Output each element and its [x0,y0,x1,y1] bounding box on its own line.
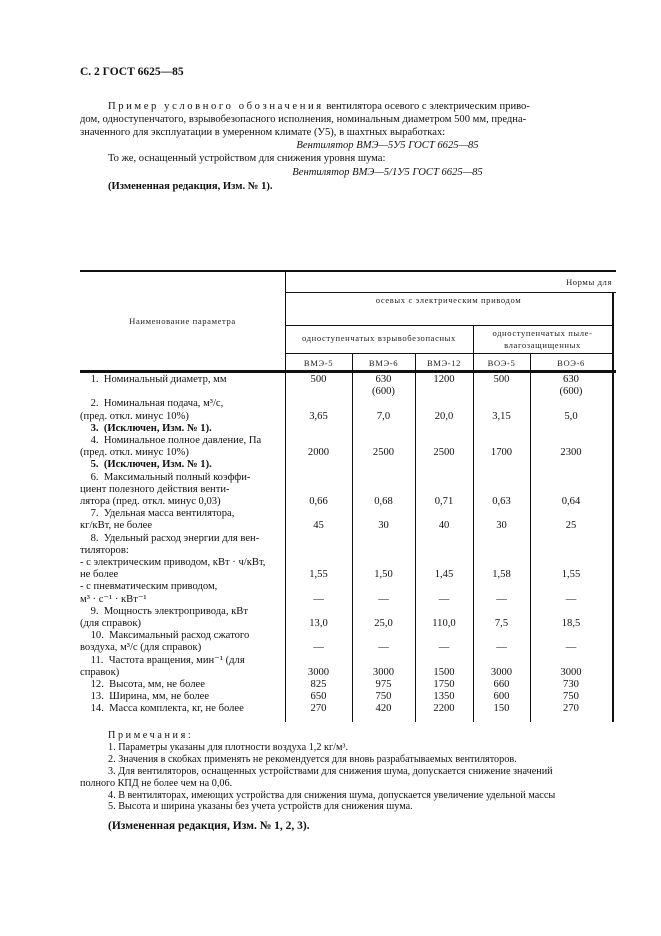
label-line: (пред. откл. минус 10%) [80,447,189,459]
model-header: ВМЭ-12 [426,358,462,368]
value-cell: 825 [310,679,327,690]
parameter-name [80,679,284,691]
value-cell: 1,58 [492,569,511,581]
param-header: Наименование параметра [129,316,236,326]
value-cell: 0,64 [561,495,581,507]
value-cell: — [565,593,577,605]
table-rule [285,292,616,293]
value-cell: 630 (600) [559,374,583,398]
example-paragraph [80,101,615,114]
value-cell: 500 [310,374,327,385]
parameter-name [80,581,284,605]
page-header: С. 2 ГОСТ 6625—85 [80,66,184,78]
value-cell: — [565,642,577,654]
value-cell: 1,50 [374,569,393,581]
value-cell: — [496,593,507,605]
value-cell: 420 [375,703,392,715]
example-text-3: значенного для эксплуатации в умеренном климате (У5), в шахтных выработках: [80,127,446,138]
value-cell: 1200 [433,374,455,385]
label-line: 1. Номинальный диаметр, мм [80,374,227,385]
subgroup-dust-moisture-proof [473,327,612,351]
value-cell: 20,0 [434,410,454,422]
parameter-name [80,398,284,422]
label-line: 7. Удельная масса вентилятора, [80,508,235,520]
value-cell: 30 [378,520,389,532]
designation-1: Вентилятор ВМЭ—5У5 ГОСТ 6625—85 [296,140,479,151]
value-cell: — [313,642,324,654]
same-with-noise-reduction: То же, оснащенный устройством для снижения уровня шума: [108,153,386,164]
value-cell: 45 [313,520,324,532]
parameter-name [80,508,284,532]
label-line: 4. Номинальное полное давление, Па [80,435,262,446]
value-cell: — [438,642,450,654]
value-cell: 500 [493,374,510,385]
value-cell: 0,63 [492,495,511,507]
label-line: 6. Максимальный полный коэффи- [80,471,251,483]
value-cell: 1750 [433,679,455,690]
label-line: воздуха, м³/с (для справок) [80,642,202,654]
value-cell: 750 [563,691,579,703]
example-text-2: дом, одноступенчатого, взрывобезопасного исполнения, номинальным диаметром 500 мм, предна- [80,114,527,125]
label-line: м³ · с⁻¹ · кВт⁻¹ [80,593,147,605]
value-cell: 270 [310,703,327,715]
note-2: 2. Значения в скобках применять не рекомендуется для вновь разрабатываемых вентиляторов. [108,753,517,765]
value-cell: 1500 [433,666,455,678]
value-cell: 40 [438,520,450,532]
value-cell: 3000 [560,666,582,678]
value-cell: 1,55 [561,569,581,581]
value-cell: 25,0 [374,617,393,629]
value-cell: 3000 [307,666,330,678]
note-1: 1. Параметры указаны для плотности воздуха 1,2 кг/м³. [108,741,348,753]
value-cell: 650 [310,691,327,703]
value-cell: 975 [375,679,392,690]
value-cell: 2300 [560,447,582,459]
value-cell: — [496,642,507,654]
revision-note: (Измененная редакция, Изм. № 1). [108,181,273,192]
label-line: 5. (Исключен, Изм. № 1). [80,459,212,471]
label-line: справок) [80,666,120,678]
model-header: ВМЭ-5 [303,358,334,368]
value-cell: 630 (600) [372,374,395,398]
parameter-name [80,691,284,703]
value-cell: 3,15 [492,410,511,422]
value-cell: — [378,593,389,605]
value-cell: 0,68 [374,495,393,507]
subgroup-line: влагозащищенных [504,340,581,350]
value-cell: 2200 [433,703,455,715]
label-line: 10. Максимальный расход сжатого [80,630,250,642]
parameter-name [80,459,284,471]
label-line: (для справок) [80,618,141,629]
group-header: осевых с электрическим приводом [375,295,522,305]
notes [80,730,616,813]
parameter-name [80,423,284,435]
label-line: не более [80,569,119,581]
value-cell: 3000 [490,666,513,678]
value-cell: 0,71 [434,495,454,507]
label-line: 8. Удельный расход энергии для вен- [80,532,260,544]
value-cell: 150 [493,703,510,715]
note-4: 4. В вентиляторах, имеющих устройства для снижения шума, допускается увеличение удельной массы [108,789,556,801]
model-header: ВОЭ-6 [557,358,585,368]
value-cell: 2500 [372,447,395,459]
value-cell: — [438,593,450,605]
value-cell: 0,66 [309,495,328,507]
value-cell: — [378,642,389,654]
revision-note-2: (Измененная редакция, Изм. № 1, 2, 3). [108,820,310,832]
value-cell: 1,45 [434,569,454,581]
parameter-name [80,533,284,582]
label-line: 11. Частота вращения, мин⁻¹ (для [80,654,245,666]
note-5: 5. Высота и ширина указаны без учета устройств для снижения шума. [108,801,413,813]
parameter-name [80,435,284,459]
parameter-name [80,630,284,654]
label-line: кг/кВт, не более [80,520,153,532]
label-line: лятора (пред. откл. минус 0,03) [80,496,221,507]
value-cell: 3,65 [309,410,328,422]
label-line: - с электрическим приводом, кВт · ч/кВт, [80,557,266,568]
label-line: 9. Мощность электропривода, кВт [80,605,248,617]
parameter-name [80,703,284,715]
table-top-rule [80,270,616,272]
value-cell: 7,5 [494,617,509,629]
label-line: (пред. откл. минус 10%) [80,410,189,422]
label-line: 2. Номинальная подача, м³/с, [80,398,224,410]
table-header-rule [80,370,616,373]
value-cell: 110,0 [432,617,456,629]
value-cell: 25 [565,520,577,532]
label-line: циент полезного действия венти- [80,483,230,495]
label-line: тиляторов: [80,544,129,556]
example-text-1: вентилятора осевого с электрическим приво- [323,101,530,112]
value-cell: 600 [493,691,510,703]
model-header: ВОЭ-5 [487,358,516,368]
value-cell: 660 [493,679,510,690]
notes-title: Примечания: [108,730,194,741]
value-cell: 1700 [490,447,513,459]
label-line: 12. Высота, мм, не более [80,679,205,690]
table-divider [612,292,614,722]
label-line: 13. Ширина, мм, не более [80,691,210,703]
model-header: ВМЭ-6 [368,358,399,368]
norms-header: Нормы для [565,277,612,287]
value-cell: 5,0 [564,410,578,422]
parameter-name [80,655,284,679]
designation-2: Вентилятор ВМЭ—5/1У5 ГОСТ 6625—85 [292,167,483,178]
value-cell: 1,55 [309,569,328,581]
note-3-cont: полного КПД не более чем на 0,06. [80,777,233,789]
value-cell: 3000 [372,666,395,678]
value-cell: 2500 [433,447,455,459]
example-lead: Пример условного обозначения [108,101,324,112]
subgroup-line: одноступенчатых пыле- [492,328,593,338]
value-cell: 730 [563,679,579,690]
value-cell: 270 [563,703,579,715]
table-rule [285,325,612,326]
value-cell: 1350 [433,691,455,703]
value-cell: — [313,593,324,605]
parameters-table [80,270,616,722]
value-cell: 750 [375,691,392,703]
value-cell: 7,0 [376,410,391,422]
label-line: 14. Масса комплекта, кг, не более [80,703,244,715]
parameter-name [80,374,284,386]
value-cell: 13,0 [309,617,328,629]
value-cell: 30 [496,520,507,532]
table-rule [285,353,612,354]
value-cell: 2000 [307,447,330,459]
note-3: 3. Для вентиляторов, оснащенных устройствами для снижения шума, допускается снижение значений [108,765,553,777]
parameter-name [80,606,284,630]
label-line: - с пневматическим приводом, [80,581,218,593]
subgroup-explosion-proof: одноступенчатых взрывобезопасных [302,333,456,343]
value-cell: 18,5 [561,617,581,629]
parameter-name [80,472,284,509]
label-line: 3. (Исключен, Изм. № 1). [80,422,212,434]
